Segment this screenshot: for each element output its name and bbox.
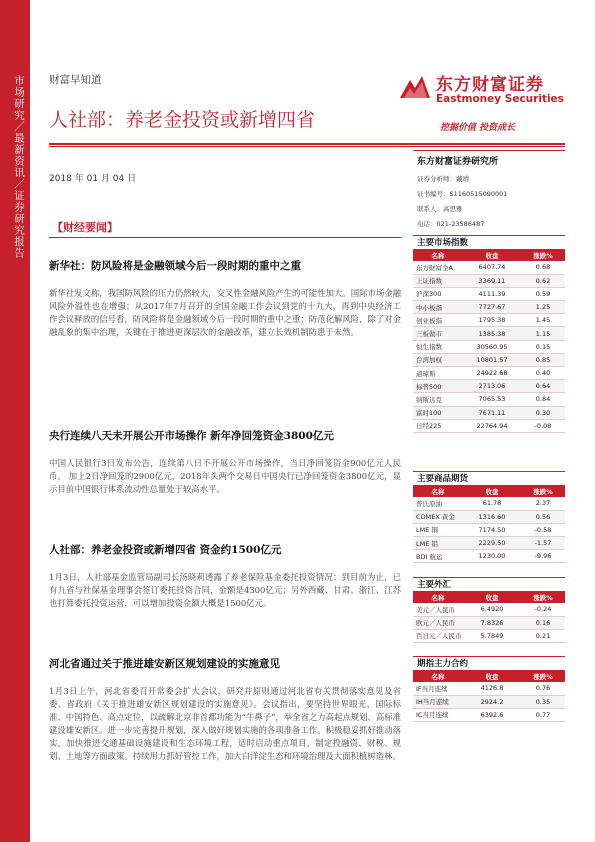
- row-change: 0.62: [521, 274, 565, 287]
- futures-table: [413, 670, 565, 722]
- contact-line: 联系人：高思雅: [417, 205, 463, 213]
- table-row: [413, 314, 565, 327]
- row-change: 0.59: [521, 287, 565, 300]
- futures-heading: 期指主力合约: [413, 656, 565, 670]
- section-divider: [49, 237, 401, 238]
- table-row: [413, 301, 565, 314]
- row-change: 0.21: [521, 629, 565, 642]
- table-row: [413, 393, 565, 406]
- analyst-line: 证券分析师：戴靖: [417, 175, 469, 183]
- article-title: 新华社：防风险将是金融领域今后一段时期的重中之重: [49, 260, 301, 272]
- table-row: [413, 287, 565, 300]
- report-date: 2018 年 01 月 04 日: [49, 174, 137, 184]
- market-index-table: [413, 249, 565, 433]
- article-title: 河北省通过关于推进雄安新区规划建设的实施意见: [49, 658, 280, 670]
- side-category-text: 市场研究／最新资讯／证券研究报告: [13, 75, 25, 259]
- col-header: 收盘: [463, 249, 521, 261]
- row-change: -1.57: [521, 537, 565, 550]
- row-close: 7727.67: [463, 301, 521, 314]
- row-name: 美元／人民币: [413, 603, 463, 616]
- row-change: 0.85: [521, 353, 565, 366]
- commodity-table: [413, 485, 565, 563]
- row-close: 24922.68: [463, 367, 521, 380]
- row-close: 30560.95: [463, 340, 521, 353]
- row-name: BDI 航运: [413, 550, 463, 563]
- row-change: -0.08: [521, 419, 565, 432]
- market-index-heading: 主要市场指数: [413, 235, 565, 249]
- fx-table: [413, 591, 565, 643]
- table-row: [413, 367, 565, 380]
- row-close: 4126.8: [463, 682, 521, 695]
- row-close: 7.8326: [463, 616, 521, 629]
- row-name: 日经225: [413, 419, 463, 432]
- table-row: [413, 695, 565, 708]
- table-row: [413, 537, 565, 550]
- table-row: [413, 550, 565, 563]
- table-row: [413, 274, 565, 287]
- article-body: 1月3日，人社部基金监管局副司长汤晓莉透露了养老保险基金委托投资情况：到目前为止，已有九省与社保基金理事会签订委托投资合同，金额是4300亿元；另外西藏、甘肃、浙江、江苏也打算委托投资运营，可以增加投资金额大概是1500亿元。: [49, 572, 401, 608]
- page-title: 人社部：养老金投资或新增四省: [49, 109, 316, 131]
- row-name: 上证指数: [413, 274, 463, 287]
- table-row: [413, 406, 565, 419]
- article-title: 人社部：养老金投资或新增四省 资金约1500亿元: [49, 544, 282, 556]
- row-close: 6407.74: [463, 261, 521, 274]
- row-name: 欧元／人民币: [413, 616, 463, 629]
- col-header: 收盘: [463, 485, 521, 497]
- row-change: 0.15: [521, 340, 565, 353]
- row-close: 1385.38: [463, 327, 521, 340]
- row-change: 0.35: [521, 695, 565, 708]
- section-tag: 【财经要闻】: [52, 221, 118, 234]
- phone-line: 电话：021-23586487: [417, 220, 485, 228]
- row-name: IC当月连续: [413, 708, 463, 721]
- row-change: 1.25: [521, 301, 565, 314]
- article-body: 1月3日上午，河北省委召开常委会扩大会议，研究并原则通过河北省有关贯彻落实意见及省委、省政府《关于推进雄安新区规划建设的实施意见》。会议指出，要坚持世界眼光、国际标准、中国特色、高点定位，以疏解北京非首都功能为“牛鼻子”，举全省之力高起点规划、高标准建设雄安新区。进一步完善提升规划，深入做好规划实施的各项准备工作。积极稳妥抓好推动落实，加快推进交通基础设施建设和生态环境工程，适时启动重点项目，制定投融资、财税、规划、土地等方面政策。持续用力抓好管控工作，加大白洋淀生态和环境治理及大面积植树造林。: [49, 686, 401, 761]
- row-close: 61.78: [463, 497, 521, 510]
- row-name: COMEX 黄金: [413, 510, 463, 523]
- row-change: 1.15: [521, 327, 565, 340]
- col-header: 收盘: [463, 591, 521, 603]
- col-header: 名称: [413, 249, 463, 261]
- certificate-line: 证书编号：S1160515090001: [417, 190, 508, 198]
- table-row: [413, 629, 565, 642]
- row-change: -0.24: [521, 603, 565, 616]
- article-1: [49, 258, 401, 339]
- row-change: 0.64: [521, 380, 565, 393]
- col-header: 名称: [413, 670, 463, 682]
- row-close: 7671.11: [463, 406, 521, 419]
- row-change: -9.96: [521, 550, 565, 563]
- table-row: [413, 327, 565, 340]
- commodity-block: [413, 471, 565, 563]
- table-row: [413, 603, 565, 616]
- article-body: 中国人民银行3日发布公告，连续第八日不开展公开市场操作，当日净回笼资金900亿元人民币。 加上2日净回笼的2900亿元，2018年头两个交易日中国央行已净回笼资金3800亿元，显示目前中国银行体系流动性总量处于较高水平。: [49, 458, 401, 494]
- futures-block: [413, 656, 565, 722]
- row-name: 台湾加权: [413, 353, 463, 366]
- row-change: 2.37: [521, 497, 565, 510]
- row-name: 创业板指: [413, 314, 463, 327]
- row-close: 10801.57: [463, 353, 521, 366]
- brand-slogan: 挖掘价值 投资成长: [440, 123, 516, 133]
- fx-heading: 主要外汇: [413, 577, 565, 591]
- table-row: [413, 708, 565, 721]
- row-close: 6392.6: [463, 708, 521, 721]
- row-change: 0.77: [521, 708, 565, 721]
- brand-name-en: Eastmoney Securities: [436, 93, 564, 105]
- row-name: 道琼斯: [413, 367, 463, 380]
- row-name: 东方财富全A: [413, 261, 463, 274]
- col-header: 涨跌%: [521, 670, 565, 682]
- row-close: 6.4920: [463, 603, 521, 616]
- brand-name-cn: 东方财富证券: [436, 75, 544, 95]
- eastmoney-logo-icon: [398, 70, 432, 102]
- row-name: 中小板指: [413, 301, 463, 314]
- row-name: 恒生指数: [413, 340, 463, 353]
- header-divider-thin: [49, 146, 565, 147]
- table-row: [413, 616, 565, 629]
- article-2: [49, 428, 401, 496]
- article-title: 央行连续八天未开展公开市场操作 新年净回笼资金3800亿元: [49, 430, 334, 442]
- row-close: 1795.38: [463, 314, 521, 327]
- row-name: 纳斯达克: [413, 393, 463, 406]
- table-row: [413, 523, 565, 536]
- row-name: LME 铜: [413, 523, 463, 536]
- article-body: 新华社发文称，我国防风险的压力仍然较大，交叉性金融风险产生的可能性加大。国际市场金融风险外溢性也在增强；从2017年7月召开的全国金融工作会议到党的十九大，再到中央经济工作会议释放的信号看，防风险将是金融领域今后一段时期的重中之重；防范化解风险，除了对金融乱象的集中治理，关键在于推进更深层次的金融改革，建立长效机制防患于未然。: [49, 288, 401, 337]
- row-change: 0.30: [521, 406, 565, 419]
- col-header: 涨跌%: [521, 591, 565, 603]
- row-close: 1230.00: [463, 550, 521, 563]
- table-row: [413, 497, 565, 510]
- fx-block: [413, 577, 565, 643]
- row-change: 1.45: [521, 314, 565, 327]
- row-change: 0.16: [521, 616, 565, 629]
- row-close: 3369.11: [463, 274, 521, 287]
- col-header: 名称: [413, 591, 463, 603]
- table-row: [413, 353, 565, 366]
- row-close: 2713.06: [463, 380, 521, 393]
- row-change: 0.84: [521, 393, 565, 406]
- row-close: 7065.53: [463, 393, 521, 406]
- row-name: 富时100: [413, 406, 463, 419]
- row-close: 5.7849: [463, 629, 521, 642]
- row-close: 7174.50: [463, 523, 521, 536]
- row-close: 2229.50: [463, 537, 521, 550]
- row-change: 0.56: [521, 510, 565, 523]
- table-row: [413, 510, 565, 523]
- header-divider: [49, 143, 565, 145]
- col-header: 名称: [413, 485, 463, 497]
- row-close: 22764.94: [463, 419, 521, 432]
- brand-logo: [398, 68, 564, 118]
- article-3: [49, 542, 401, 610]
- row-name: IF当月连续: [413, 682, 463, 695]
- table-row: [413, 261, 565, 274]
- commodity-heading: 主要商品期货: [413, 471, 565, 485]
- table-row: [413, 419, 565, 432]
- row-close: 4111.39: [463, 287, 521, 300]
- market-index-block: [413, 235, 565, 433]
- col-header: 涨跌%: [521, 485, 565, 497]
- row-name: 百日元／人民币: [413, 629, 463, 642]
- row-name: 三板做市: [413, 327, 463, 340]
- col-header: 涨跌%: [521, 249, 565, 261]
- article-4: [49, 656, 401, 763]
- row-change: 0.40: [521, 367, 565, 380]
- row-name: 普氏原油: [413, 497, 463, 510]
- row-close: 1316.60: [463, 510, 521, 523]
- report-type: 财富早知道: [49, 74, 102, 86]
- row-change: 0.68: [521, 261, 565, 274]
- row-close: 2924.2: [463, 695, 521, 708]
- institute-name: 东方财富证券研究所: [413, 150, 565, 166]
- table-row: [413, 340, 565, 353]
- row-name: IH当月连续: [413, 695, 463, 708]
- col-header: 收盘: [463, 670, 521, 682]
- row-name: 沪深300: [413, 287, 463, 300]
- row-change: -0.58: [521, 523, 565, 536]
- table-row: [413, 380, 565, 393]
- row-change: 0.76: [521, 682, 565, 695]
- row-name: 标普500: [413, 380, 463, 393]
- row-name: LME 铝: [413, 537, 463, 550]
- table-row: [413, 682, 565, 695]
